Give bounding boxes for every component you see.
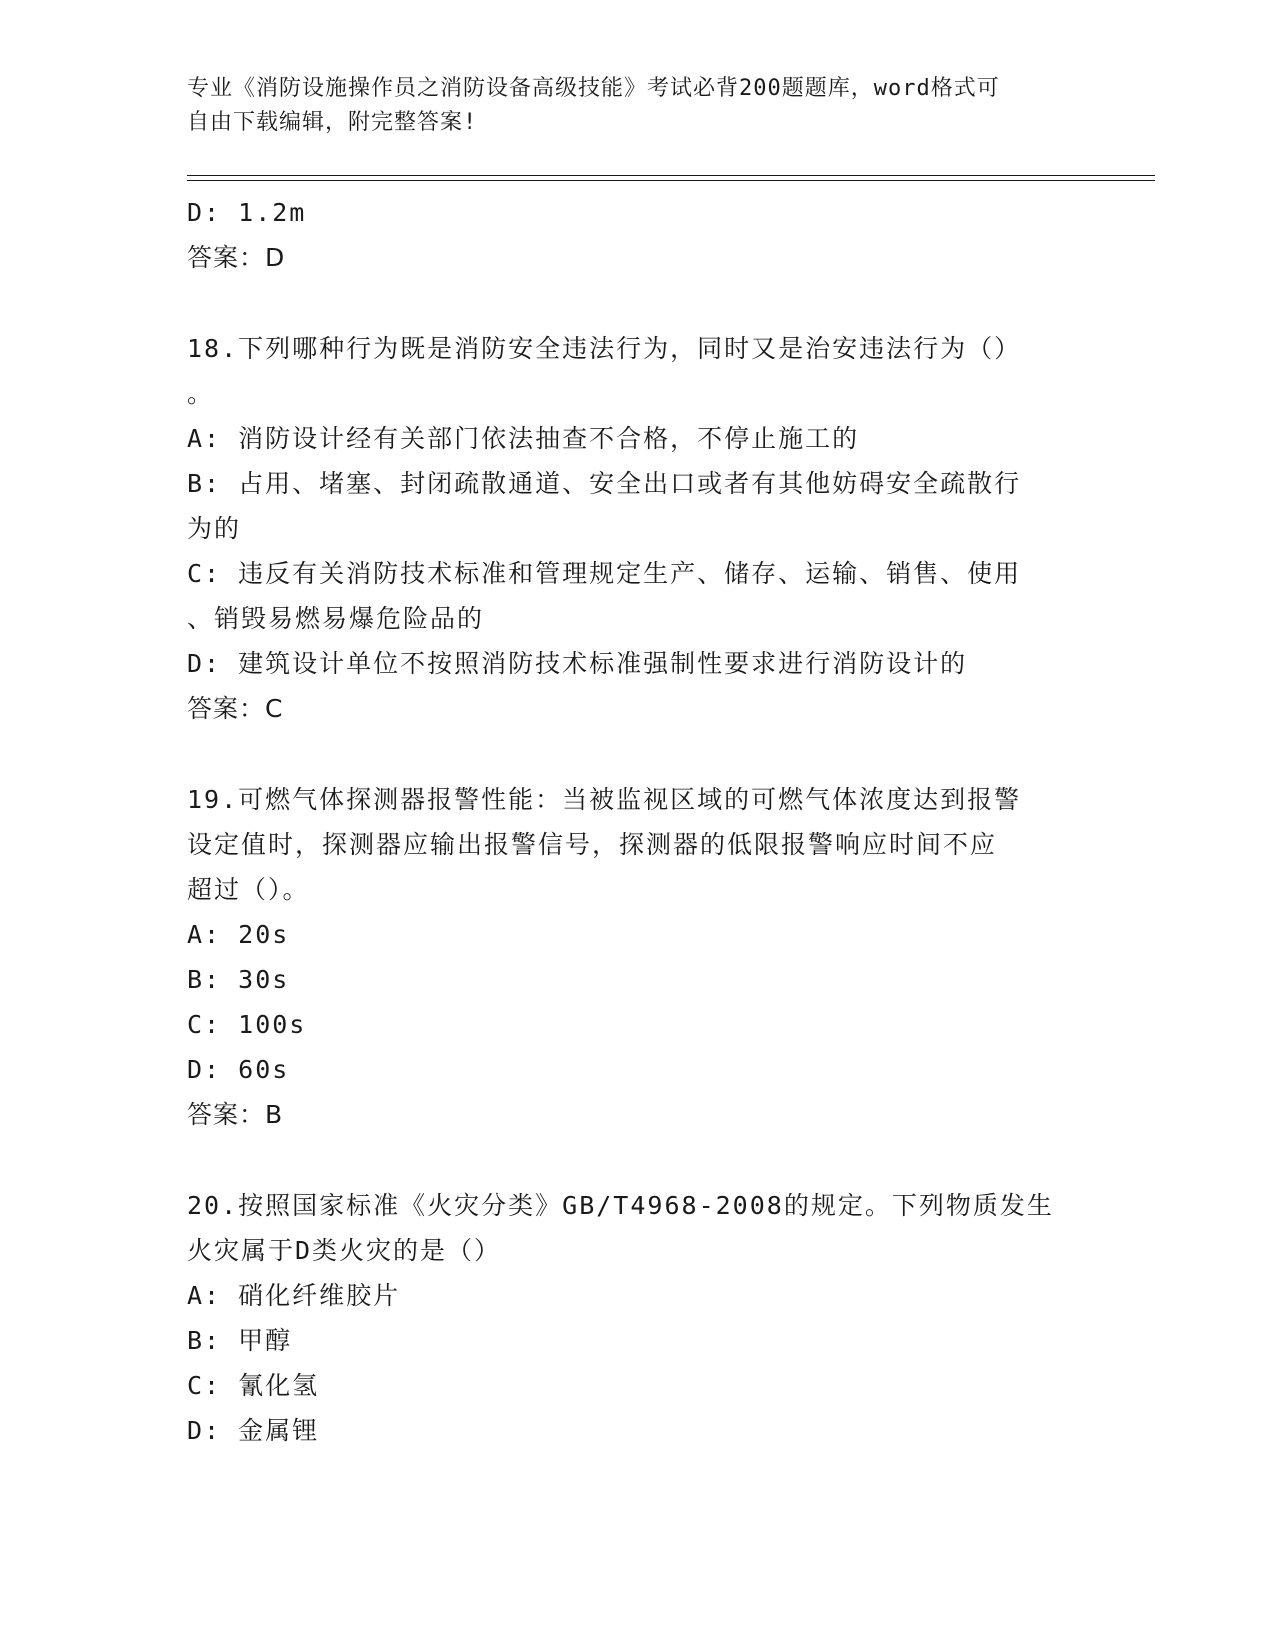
option-c: C: 100s (187, 1010, 307, 1039)
question-19 (187, 777, 1077, 1137)
header-divider-bottom (187, 180, 1155, 181)
question-stem-continued: 火灾属于D类火灾的是（） (187, 1236, 502, 1265)
option-d: D: 60s (187, 1055, 290, 1084)
question-18 (187, 326, 1077, 731)
page-header (187, 72, 1077, 140)
previous-question-tail (187, 190, 1077, 280)
question-stem-continued: 超过（）。 (187, 875, 310, 904)
option-b: B: 甲醇 (187, 1326, 293, 1355)
option-c-continued: 、销毁易燃易爆危险品的 (187, 604, 485, 633)
header-title-line-2: 自由下载编辑，附完整答案! (187, 110, 478, 135)
option-b: B: 占用、堵塞、封闭疏散通道、安全出口或者有其他妨碍安全疏散行 (187, 469, 1022, 498)
question-20 (187, 1183, 1077, 1453)
question-stem-continued: 。 (187, 379, 215, 408)
document-body (187, 190, 1077, 1453)
header-divider-top (187, 175, 1155, 176)
option-a: A: 硝化纤维胶片 (187, 1281, 401, 1310)
answer-line: 答案：D (187, 243, 286, 272)
question-stem-continued: 设定值时，探测器应输出报警信号，探测器的低限报警响应时间不应 (187, 830, 998, 859)
header-title-line-1: 专业《消防设施操作员之消防设备高级技能》考试必背200题题库，word格式可 (187, 76, 1000, 101)
option-d: D: 金属锂 (187, 1416, 320, 1445)
option-c: C: 氰化氢 (187, 1371, 320, 1400)
option-b: B: 30s (187, 965, 290, 994)
option-b-continued: 为的 (187, 514, 242, 543)
question-stem: 18.下列哪种行为既是消防安全违法行为，同时又是治安违法行为（） (187, 334, 1022, 363)
option-d: D: 1.2m (187, 198, 307, 227)
answer-line: 答案：B (187, 1100, 284, 1129)
question-stem: 19.可燃气体探测器报警性能：当被监视区域的可燃气体浓度达到报警 (187, 785, 1022, 814)
answer-line: 答案：C (187, 694, 284, 723)
option-a: A: 消防设计经有关部门依法抽查不合格，不停止施工的 (187, 424, 860, 453)
option-d: D: 建筑设计单位不按照消防技术标准强制性要求进行消防设计的 (187, 649, 968, 678)
question-stem: 20.按照国家标准《火灾分类》GB/T4968-2008的规定。下列物质发生 (187, 1191, 1054, 1220)
option-c: C: 违反有关消防技术标准和管理规定生产、储存、运输、销售、使用 (187, 559, 1022, 588)
option-a: A: 20s (187, 920, 290, 949)
